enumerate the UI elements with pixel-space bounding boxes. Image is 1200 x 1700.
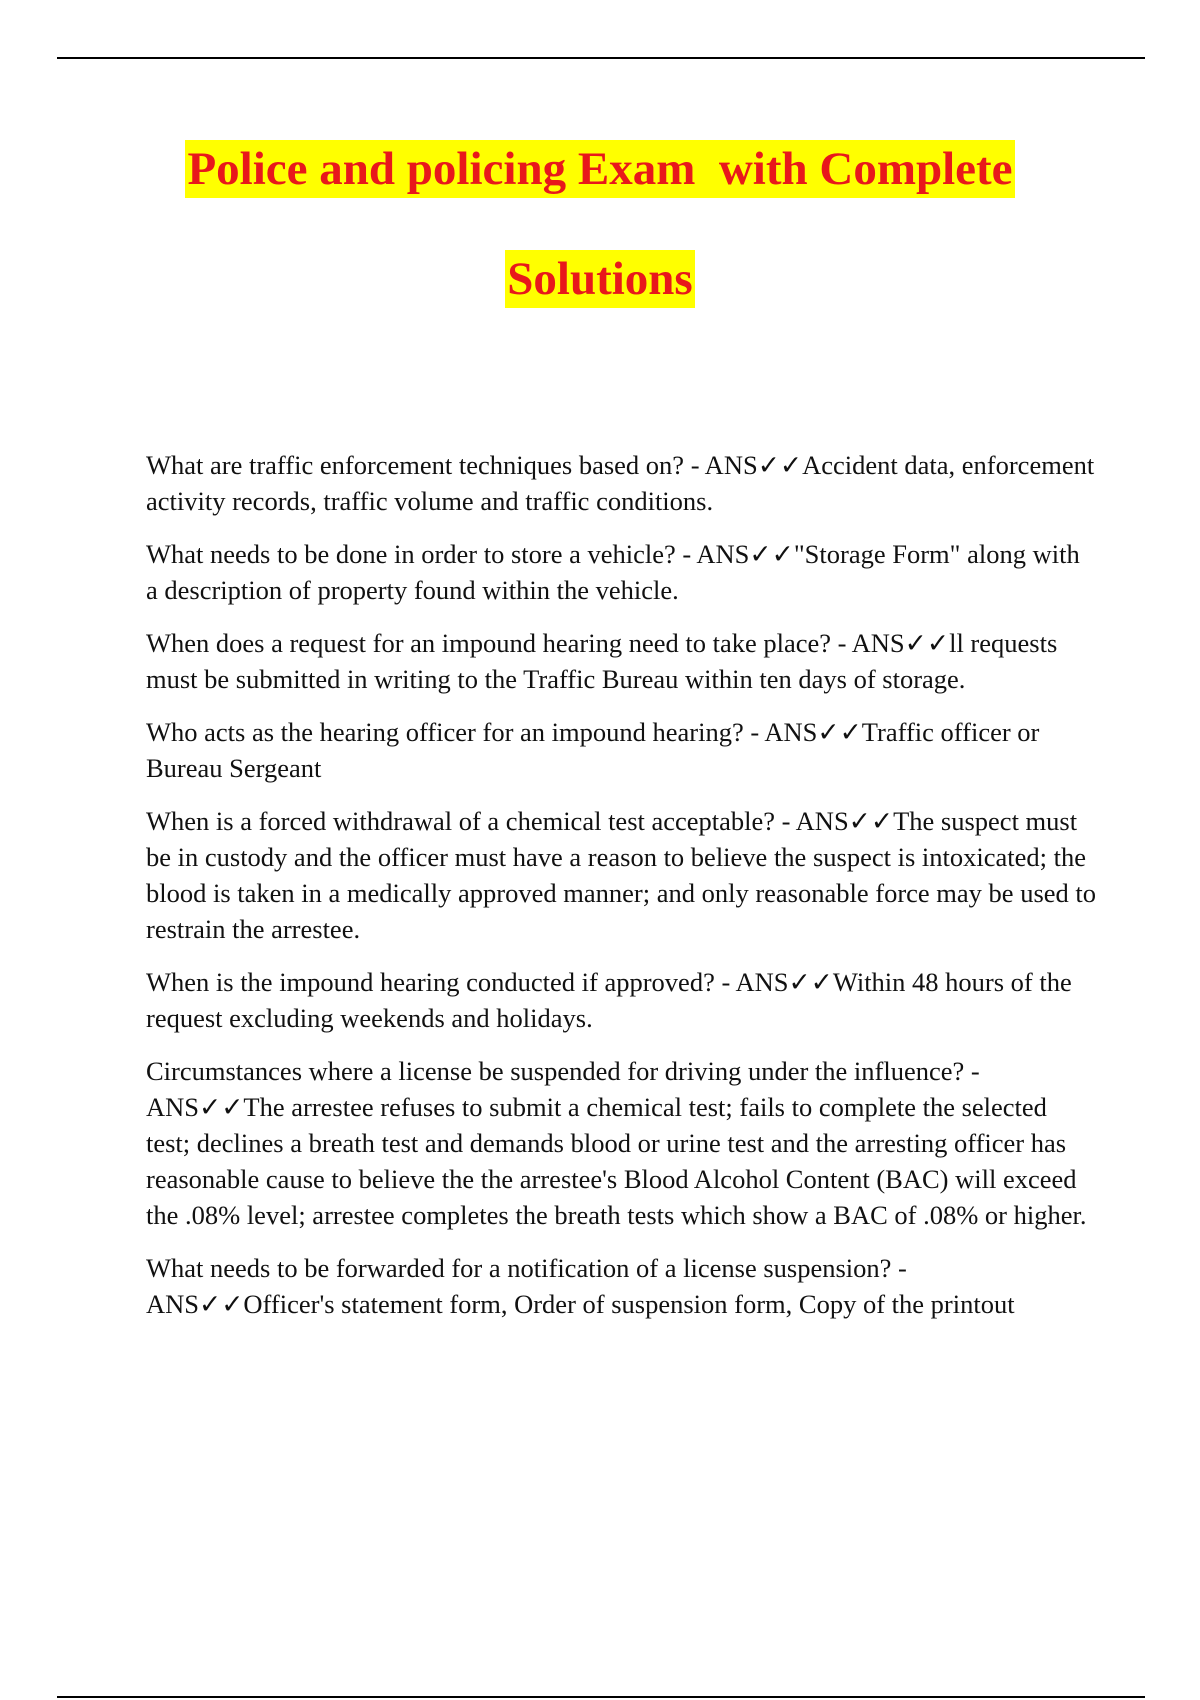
question: What needs to be done in order to store a vehicle? - ANS✓✓ [146, 539, 794, 569]
answer: The arrestee refuses to submit a chemical test; fails to complete the selected test; declines a breath test and demands blood or urine test and the arresting officer has reasonable cause to believe the the arrestee's Blood Alcohol Content (BAC) will exceed the .08% level; arrestee completes the breath tests which show a BAC of .08% or higher. [146, 1092, 1087, 1230]
answer: "Storage Form" along with a description of property found within the vehicle. [146, 539, 1080, 605]
title-line-2: Solutions [505, 250, 694, 308]
answer: Officer's statement form, Order of suspension form, Copy of the printout [243, 1289, 1015, 1319]
qa-item-5 [146, 803, 1096, 947]
answer: Within 48 hours of the request excluding weekends and holidays. [146, 967, 1072, 1033]
qa-item-1 [146, 447, 1096, 519]
answer: Traffic officer or Bureau Sergeant [146, 717, 1040, 783]
qa-list [146, 447, 1096, 1339]
qa-item-3 [146, 625, 1096, 697]
answer: Accident data, enforcement activity records, traffic volume and traffic conditions. [146, 450, 1095, 516]
top-rule [57, 57, 1145, 59]
qa-item-4 [146, 714, 1096, 786]
answer: The suspect must be in custody and the officer must have a reason to believe the suspect is intoxicated; the blood is taken in a medically approved manner; and only reasonable force may be used to restrain the arrestee. [146, 806, 1097, 944]
question: When does a request for an impound hearing need to take place? - ANS✓✓ [146, 628, 950, 658]
question: When is the impound hearing conducted if approved? - ANS✓✓ [146, 967, 833, 997]
qa-item-8 [146, 1250, 1096, 1322]
question: What are traffic enforcement techniques based on? - ANS✓✓ [146, 450, 803, 480]
document-title [0, 140, 1200, 308]
qa-item-6 [146, 964, 1096, 1036]
question: Who acts as the hearing officer for an impound hearing? - ANS✓✓ [146, 717, 862, 747]
question: What needs to be forwarded for a notification of a license suspension? - ANS✓✓ [146, 1253, 907, 1319]
title-line-1: Police and policing Exam with Complete [185, 140, 1014, 198]
qa-item-7 [146, 1053, 1096, 1233]
qa-item-2 [146, 536, 1096, 608]
answer: ll requests must be submitted in writing to the Traffic Bureau within ten days of storage. [146, 628, 1058, 694]
bottom-rule [57, 1696, 1145, 1698]
question: Circumstances where a license be suspended for driving under the influence? - ANS✓✓ [146, 1056, 980, 1122]
question: When is a forced withdrawal of a chemical test acceptable? - ANS✓✓ [146, 806, 894, 836]
